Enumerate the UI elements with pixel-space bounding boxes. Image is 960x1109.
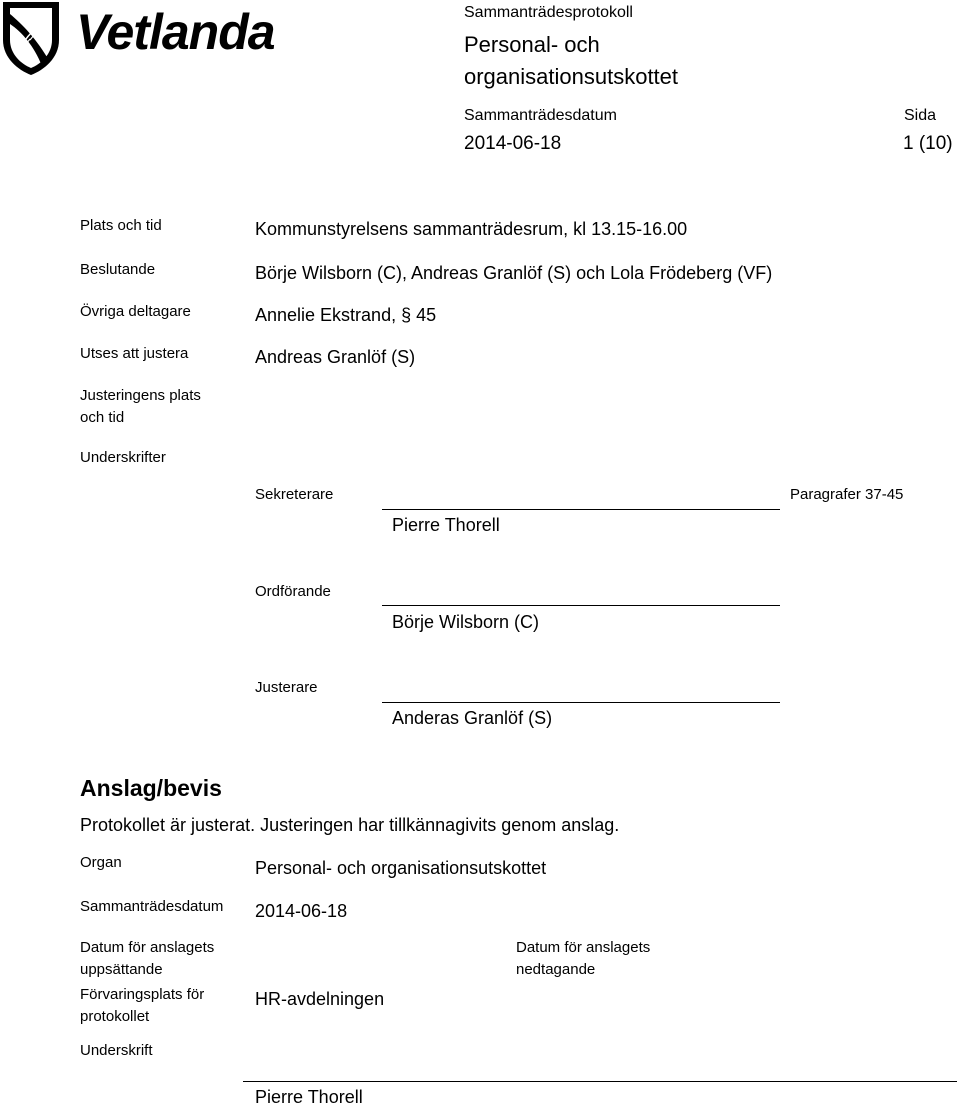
organ-label: Organ [80, 854, 122, 871]
meta-label-deciding: Beslutande [80, 261, 156, 278]
signature-label: Underskrift [80, 1042, 153, 1059]
page-label: Sida [904, 107, 937, 124]
storage-value: HR-avdelningen [255, 989, 385, 1009]
chair-name: Börje Wilsborn (C) [392, 612, 540, 632]
chair-signature-line [382, 605, 780, 606]
meta-value-adjuster: Andreas Granlöf (S) [255, 347, 416, 367]
committee-name-line2: organisationsutskottet [464, 64, 679, 89]
committee-name-line1: Personal- och [464, 32, 600, 57]
notice-text: Protokollet är justerat. Justeringen har tillkännagivits genom anslag. [80, 815, 620, 835]
logo-wordmark: Vetlanda [76, 4, 275, 60]
meta-value-other: Annelie Ekstrand, § 45 [255, 305, 437, 325]
adjuster-signature-line [382, 702, 780, 703]
meta-label-other: Övriga deltagare [80, 303, 191, 320]
meta-label-place: Plats och tid [80, 217, 162, 234]
removed-date-label: Datum för anslagets nedtagande [516, 939, 651, 978]
secretary-label: Sekreterare [255, 486, 334, 503]
document-type: Sammanträdesprotokoll [464, 4, 633, 21]
paragraphs-range: Paragrafer 37-45 [790, 486, 904, 503]
storage-label: Förvaringsplats för protokollet [80, 986, 205, 1025]
secretary-signature-line [382, 509, 780, 510]
adjuster-label: Justerare [255, 679, 318, 696]
coat-of-arms-icon [0, 0, 62, 76]
organ-value: Personal- och organisationsutskottet [255, 858, 547, 878]
meeting-date-value: 2014-06-18 [464, 133, 562, 154]
chair-label: Ordförande [255, 583, 331, 600]
notice-title: Anslag/bevis [80, 775, 222, 801]
meta-label-adjust-place: Justeringens plats och tid [80, 387, 201, 426]
municipality-logo [0, 0, 290, 80]
page-number: 1 (10) [903, 133, 953, 154]
final-signature-name: Pierre Thorell [255, 1087, 363, 1107]
notice-date-value: 2014-06-18 [255, 901, 348, 921]
meeting-date-label: Sammanträdesdatum [464, 107, 617, 124]
final-signature-line [243, 1081, 957, 1082]
posted-date-label: Datum för anslagets uppsättande [80, 939, 215, 978]
meta-value-place: Kommunstyrelsens sammanträdesrum, kl 13.15-16.00 [255, 219, 688, 239]
secretary-name: Pierre Thorell [392, 515, 500, 535]
meta-label-adjuster: Utses att justera [80, 345, 189, 362]
adjuster-name: Anderas Granlöf (S) [392, 708, 553, 728]
meta-value-deciding: Börje Wilsborn (C), Andreas Granlöf (S) och Lola Frödeberg (VF) [255, 263, 773, 283]
notice-date-label: Sammanträdesdatum [80, 898, 224, 915]
meta-label-signatures: Underskrifter [80, 449, 166, 466]
